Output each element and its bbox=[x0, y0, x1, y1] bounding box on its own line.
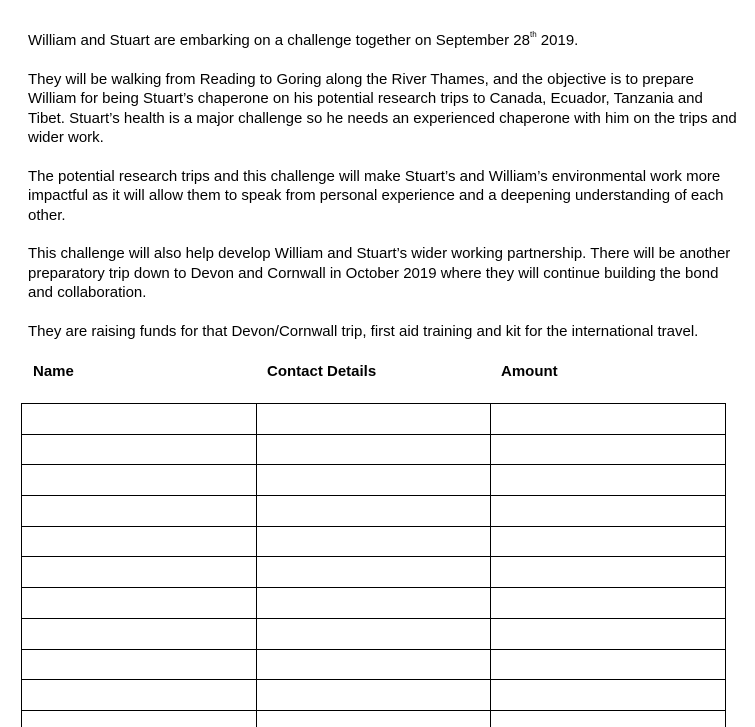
cell-contact-details[interactable] bbox=[257, 618, 491, 649]
cell-name[interactable] bbox=[22, 649, 257, 680]
paragraph-partnership: This challenge will also help develop William and Stuart’s wider working partnership. There will be another preparatory trip down to Devon and Cornwall in October 2019 where they will continue building the bond and collaboration. bbox=[28, 245, 731, 301]
cell-amount[interactable] bbox=[491, 526, 726, 557]
cell-amount[interactable] bbox=[491, 649, 726, 680]
table-row bbox=[22, 680, 726, 711]
paragraph-research-impact: The potential research trips and this challenge will make Stuart’s and William’s environmental work more impactful as it will allow them to speak from personal experience and a deepening understanding of each other. bbox=[28, 167, 724, 224]
cell-contact-details[interactable] bbox=[257, 557, 491, 588]
cell-amount[interactable] bbox=[491, 557, 726, 588]
ordinal-suffix: th bbox=[529, 30, 537, 39]
cell-name[interactable] bbox=[22, 404, 257, 435]
intro-year: 2019. bbox=[536, 32, 579, 49]
cell-contact-details[interactable] bbox=[257, 526, 491, 557]
sponsor-table bbox=[21, 403, 726, 727]
table-row bbox=[22, 404, 726, 435]
cell-amount[interactable] bbox=[491, 710, 726, 727]
cell-contact-details[interactable] bbox=[257, 404, 491, 435]
paragraph-walk-objective: They will be walking from Reading to Goring along the River Thames, and the objective is to prepare William for being Stuart’s chaperone on his potential research trips to Canada, Ecuador, Tanzania and Tibet. Stuart’s health is a major challenge so he needs an experienced chaperone with him on the trips and wider work. bbox=[28, 70, 737, 146]
cell-name[interactable] bbox=[22, 557, 257, 588]
cell-contact-details[interactable] bbox=[257, 496, 491, 527]
header-name: Name bbox=[33, 363, 74, 380]
table-row bbox=[22, 649, 726, 680]
cell-name[interactable] bbox=[22, 618, 257, 649]
cell-contact-details[interactable] bbox=[257, 588, 491, 619]
cell-contact-details[interactable] bbox=[257, 649, 491, 680]
cell-amount[interactable] bbox=[491, 588, 726, 619]
header-contact-details: Contact Details bbox=[267, 363, 377, 380]
table-row bbox=[22, 588, 726, 619]
sponsor-table-body bbox=[22, 404, 726, 727]
cell-amount[interactable] bbox=[491, 404, 726, 435]
table-row bbox=[22, 465, 726, 496]
cell-contact-details[interactable] bbox=[257, 434, 491, 465]
table-row bbox=[22, 526, 726, 557]
cell-contact-details[interactable] bbox=[257, 465, 491, 496]
cell-name[interactable] bbox=[22, 434, 257, 465]
cell-amount[interactable] bbox=[491, 496, 726, 527]
cell-amount[interactable] bbox=[491, 465, 726, 496]
cell-name[interactable] bbox=[22, 710, 257, 727]
paragraph-fundraising: They are raising funds for that Devon/Cornwall trip, first aid training and kit for the international travel. bbox=[28, 322, 699, 340]
intro-text: William and Stuart are embarking on a challenge together on September 28 bbox=[28, 32, 530, 49]
cell-amount[interactable] bbox=[491, 680, 726, 711]
cell-amount[interactable] bbox=[491, 618, 726, 649]
cell-amount[interactable] bbox=[491, 434, 726, 465]
cell-name[interactable] bbox=[22, 496, 257, 527]
cell-name[interactable] bbox=[22, 680, 257, 711]
cell-contact-details[interactable] bbox=[257, 680, 491, 711]
cell-name[interactable] bbox=[22, 588, 257, 619]
table-row bbox=[22, 496, 726, 527]
cell-name[interactable] bbox=[22, 526, 257, 557]
table-row bbox=[22, 618, 726, 649]
cell-name[interactable] bbox=[22, 465, 257, 496]
cell-contact-details[interactable] bbox=[257, 710, 491, 727]
table-row bbox=[22, 434, 726, 465]
table-row bbox=[22, 710, 726, 727]
table-row bbox=[22, 557, 726, 588]
header-amount: Amount bbox=[501, 363, 558, 380]
